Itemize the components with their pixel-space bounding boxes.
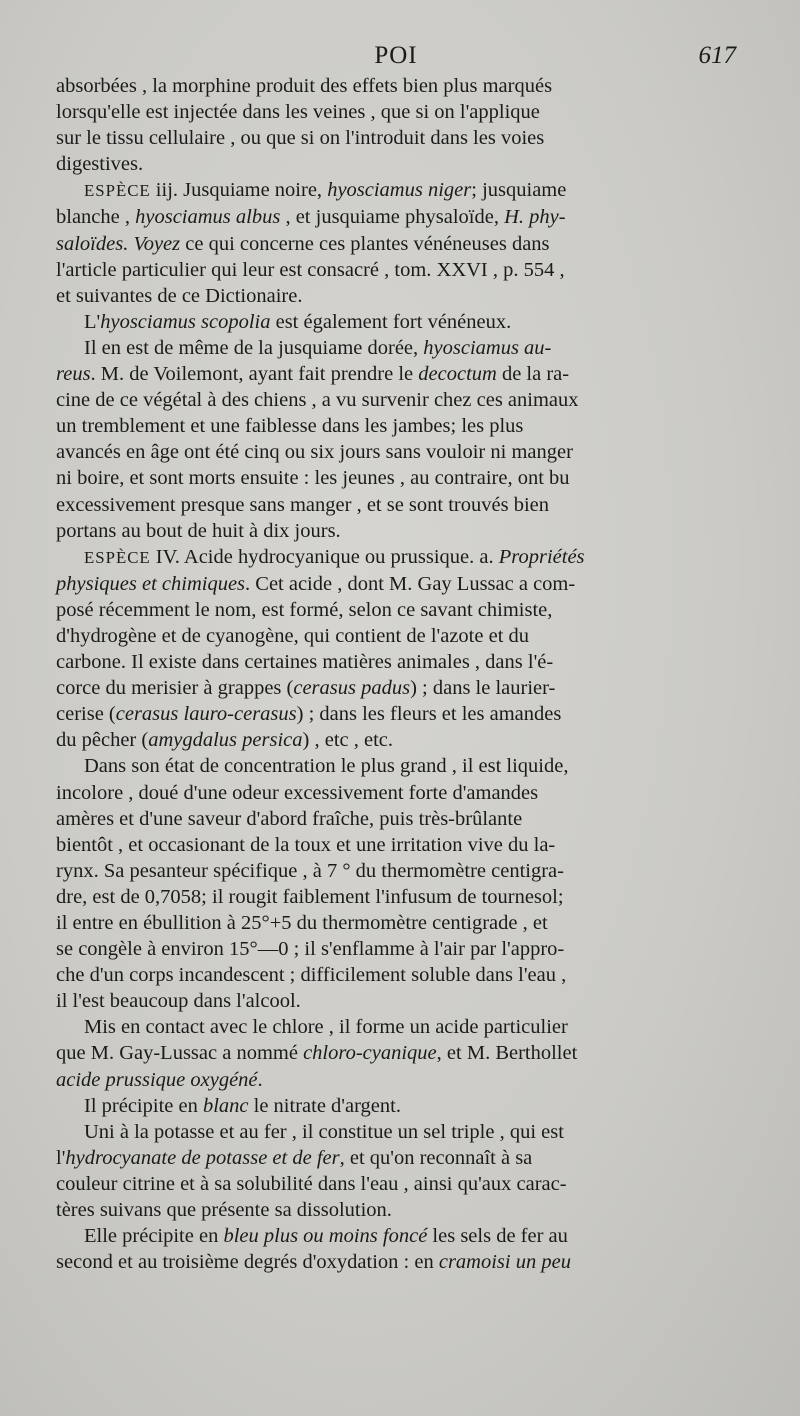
text-line: L'hyosciamus scopolia est également fort vénéneux. (84, 310, 512, 333)
text-line: saloïdes. Voyez ce qui concerne ces plantes vénéneuses dans (56, 232, 550, 255)
text-line: tères suivans que présente sa dissolution. (56, 1199, 392, 1222)
text-line: sur le tissu cellulaire , ou que si on l'introduit dans les voies (56, 127, 545, 150)
text-line: amères et d'une saveur d'abord fraîche, puis très-brûlante (56, 807, 523, 830)
text-line: avancés en âge ont été cinq ou six jours sans vouloir ni manger (56, 441, 573, 464)
text-line: cine de ce végétal à des chiens , a vu survenir chez ces animaux (56, 389, 579, 412)
text-line: che d'un corps incandescent ; difficilement soluble dans l'eau , (56, 964, 567, 987)
page-number: 617 (698, 42, 736, 69)
text-line: Il en est de même de la jusquiame dorée, hyosciamus au- (84, 336, 552, 359)
text-line: couleur citrine et à sa solubilité dans l'eau , ainsi qu'aux carac- (56, 1172, 567, 1195)
text-line: ESPÈCE iij. Jusquiame noire, hyosciamus niger; jusquiame (84, 179, 567, 202)
text-line: cerise (cerasus lauro-cerasus) ; dans les fleurs et les amandes (56, 703, 562, 726)
text-line: excessivement presque sans manger , et se sont trouvés bien (56, 493, 550, 516)
text-line: absorbées , la morphine produit des effets bien plus marqués (56, 75, 553, 97)
text-line: ni boire, et sont morts ensuite : les jeunes , au contraire, ont bu (56, 467, 570, 490)
text-line: portans au bout de huit à dix jours. (56, 519, 341, 542)
text-line: physiques et chimiques. Cet acide , dont M. Gay Lussac a com- (56, 572, 576, 595)
text-line: se congèle à environ 15°—0 ; il s'enflamme à l'air par l'appro- (56, 938, 565, 961)
text-line: corce du merisier à grappes (cerasus padus) ; dans le laurier- (56, 677, 556, 700)
text-line: l'hydrocyanate de potasse et de fer, et qu'on reconnaît à sa (56, 1146, 533, 1169)
text-line: il l'est beaucoup dans l'alcool. (56, 990, 301, 1013)
text-line: posé récemment le nom, est formé, selon ce savant chimiste, (56, 598, 553, 621)
text-line: Elle précipite en bleu plus ou moins foncé les sels de fer au (84, 1225, 568, 1248)
text-line: rynx. Sa pesanteur spécifique , à 7 ° du thermomètre centigra- (56, 859, 564, 882)
text-line: lorsqu'elle est injectée dans les veines , que si on l'applique (56, 101, 540, 124)
text-line: dre, est de 0,7058; il rougit faiblement l'infusum de tournesol; (56, 885, 564, 908)
text-line: d'hydrogène et de cyanogène, qui contient de l'azote et du (56, 624, 530, 647)
text-line: reus. M. de Voilemont, ayant fait prendre le decoctum de la ra- (56, 363, 570, 386)
text-line: du pêcher (amygdalus persica) , etc , etc. (56, 729, 394, 752)
text-line: carbone. Il existe dans certaines matières animales , dans l'é- (56, 651, 554, 674)
text-line: Mis en contact avec le chlore , il forme un acide particulier (84, 1016, 568, 1039)
text-line: Uni à la potasse et au fer , il constitue un sel triple , qui est (84, 1120, 564, 1143)
text-line: il entre en ébullition à 25°+5 du thermomètre centigrade , et (56, 912, 548, 934)
text-line: et suivantes de ce Dictionaire. (56, 284, 303, 307)
text-line: Il précipite en blanc le nitrate d'argent. (84, 1094, 401, 1117)
text-line: blanche , hyosciamus albus , et jusquiame physaloïde, H. phy- (56, 206, 566, 229)
text-line: digestives. (56, 153, 144, 176)
text-line: ESPÈCE IV. Acide hydrocyanique ou prussique. a. Propriétés (84, 545, 585, 568)
text-line: Dans son état de concentration le plus grand , il est liquide, (84, 755, 569, 778)
text-line: second et au troisième degrés d'oxydation : en cramoisi un peu (56, 1251, 571, 1274)
text-line: bientôt , et occasionant de la toux et une irritation vive du la- (56, 833, 556, 856)
text-line: incolore , doué d'une odeur excessivement forte d'amandes (56, 781, 539, 804)
text-line: l'article particulier qui leur est consacré , tom. XXVI , p. 554 , (56, 258, 565, 281)
text-line: un tremblement et une faiblesse dans les jambes; les plus (56, 415, 524, 438)
text-line: acide prussique oxygéné. (56, 1068, 263, 1091)
text-line: que M. Gay-Lussac a nommé chloro-cyanique, et M. Berthollet (56, 1042, 578, 1065)
body-text (56, 73, 724, 1275)
running-head: POI (374, 42, 418, 69)
